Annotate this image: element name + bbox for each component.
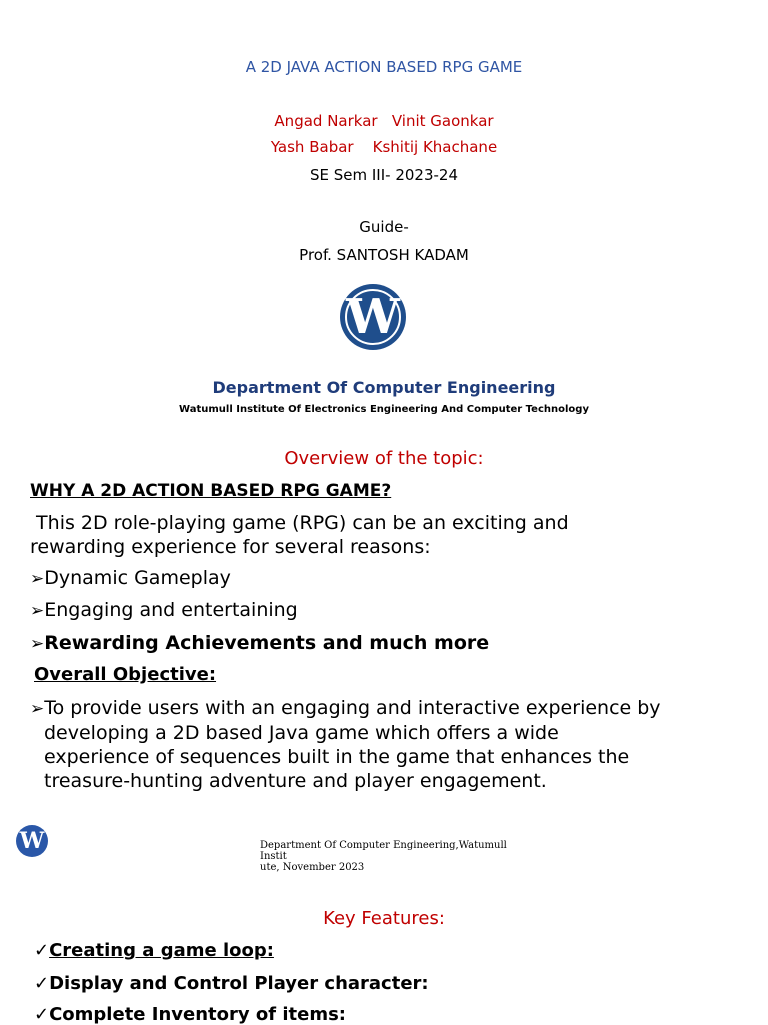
authors-line-2: Yash Babar Kshitij Khachane [270,138,498,156]
overview-heading: Overview of the topic: [284,448,484,469]
arrow-bullet-icon: ➢ [30,634,45,654]
semester-line: SE Sem III- 2023-24 [309,166,459,184]
feature-text: Creating a game loop: [49,940,274,961]
objective-rest: developing a 2D based Java game which offers a wide experience of sequences built in the game that enhances the treasure-hunting adventure and player engagement. [44,722,630,792]
objective-first-line: To provide users with an engaging and interactive experience by [44,697,661,719]
objective-paragraph [30,696,670,793]
feature-item [34,973,429,994]
check-icon: ✓ [34,940,50,961]
arrow-bullet-icon: ➢ [30,601,45,621]
authors-line-1: Angad Narkar Vinit Gaonkar [274,112,494,130]
institute-name: Watumull Institute Of Electronics Engineering And Computer Technology [179,404,589,415]
footer-text [260,840,510,873]
arrow-bullet-icon: ➢ [30,569,45,589]
bullet-item [30,599,298,621]
check-icon: ✓ [34,1004,50,1025]
bullet-text: Engaging and entertaining [44,599,298,621]
feature-text: Complete Inventory of items: [49,1004,346,1025]
objective-heading: Overall Objective: [34,664,217,685]
bullet-item [30,632,489,654]
footer-line-1: Department Of Computer Engineering,Watumull Instit [260,840,507,862]
guide-name: Prof. SANTOSH KADAM [299,246,469,264]
footer-logo [16,825,48,857]
document-title: A 2D JAVA ACTION BASED RPG GAME [245,58,523,76]
feature-item [34,940,274,961]
intro-paragraph: This 2D role-playing game (RPG) can be an exciting and rewarding experience for several reasons: [30,512,575,558]
bullet-item [30,567,231,589]
guide-label: Guide- [359,218,409,236]
feature-item [34,1004,346,1025]
why-heading: WHY A 2D ACTION BASED RPG GAME? [30,481,392,501]
department-name: Department Of Computer Engineering [212,378,556,397]
check-icon: ✓ [34,973,50,994]
feature-text: Display and Control Player character: [49,973,429,994]
bullet-text: Dynamic Gameplay [44,567,231,589]
logo-letter: W [346,289,400,345]
arrow-bullet-icon: ➢ [30,699,45,719]
footer-line-2: ute, November 2023 [260,862,365,873]
key-features-heading: Key Features: [323,908,445,929]
bullet-text: Rewarding Achievements and much more [44,632,490,654]
institute-logo [340,284,406,350]
footer-logo-letter: W [19,828,45,854]
